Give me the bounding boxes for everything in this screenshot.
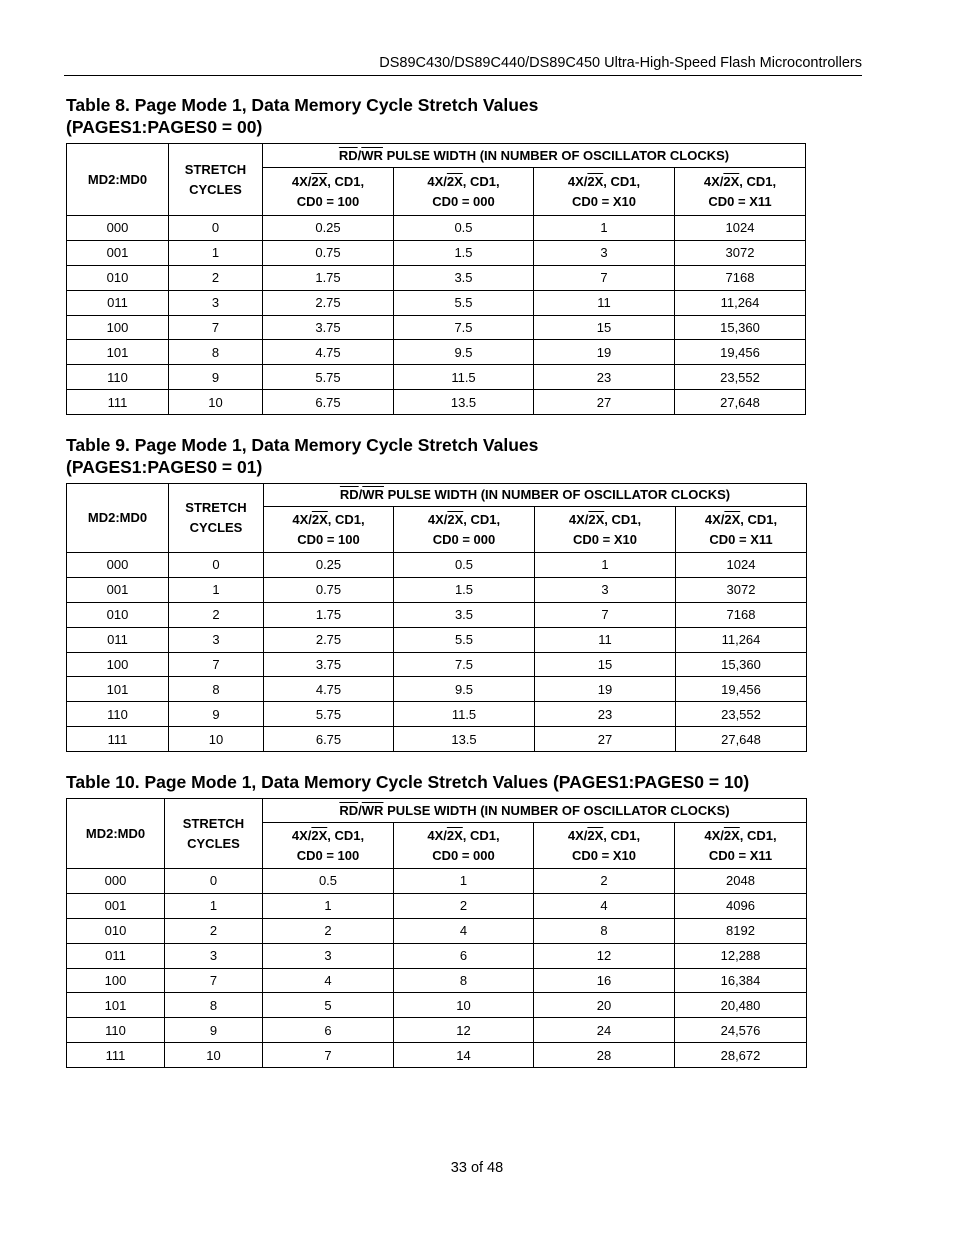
mode-cd0-value: CD0 = 100 — [296, 193, 360, 209]
header-cycles-label: CYCLES — [187, 835, 240, 851]
table-cell: 8192 — [675, 918, 807, 943]
table-row — [67, 869, 807, 894]
mode-2x-overline: 2X — [311, 511, 328, 527]
table-cell: 12,288 — [675, 943, 807, 968]
table-cell: 19,456 — [675, 340, 806, 365]
table-row — [67, 943, 807, 968]
header-md2-md0: MD2:MD0 — [67, 799, 165, 869]
table-cell: 3072 — [676, 577, 807, 602]
table-row — [67, 553, 807, 578]
table-cell: 110 — [67, 1018, 165, 1043]
table-cell: 0.25 — [264, 553, 394, 578]
table-10-title-line1: Table 10. Page Mode 1, Data Memory Cycle Stretch Values (PAGES1:PAGES0 = 10) — [66, 772, 750, 792]
table-cell: 0.5 — [394, 553, 535, 578]
table-cell: 0.75 — [263, 240, 394, 265]
mode-suffix: , CD1, — [463, 511, 501, 527]
table-8-title — [66, 94, 538, 138]
table-cell: 9 — [165, 1018, 263, 1043]
table-cell: 16 — [534, 968, 675, 993]
mode-2x-overline: 2X — [588, 511, 605, 527]
signal-slash: / — [358, 487, 363, 502]
table-row — [67, 677, 807, 702]
pulse-width-label: PULSE WIDTH (IN NUMBER OF OSCILLATOR CLOCKS) — [383, 802, 730, 818]
table-cell: 12 — [534, 943, 675, 968]
table-cell: 111 — [67, 1043, 165, 1068]
table-cell: 2 — [263, 918, 394, 943]
mode-cd0-value: CD0 = 000 — [432, 193, 495, 209]
table-cell: 2 — [165, 918, 263, 943]
header-rule — [64, 75, 862, 76]
header-mode-column — [394, 823, 534, 869]
table-cell: 100 — [67, 652, 169, 677]
mode-prefix: 4X/ — [704, 827, 724, 843]
table-cell: 7 — [169, 652, 264, 677]
table-cell: 28,672 — [675, 1043, 807, 1068]
mode-suffix: , CD1, — [739, 827, 777, 843]
table-row — [67, 652, 807, 677]
header-stretch-label: STRETCH — [184, 161, 247, 177]
table-cell: 1.75 — [263, 265, 394, 290]
mode-prefix: 4X/ — [568, 511, 589, 527]
table-cell: 000 — [67, 553, 169, 578]
header-mode-column — [534, 168, 675, 216]
table-cell: 15,360 — [675, 315, 806, 340]
table-cell: 20,480 — [675, 993, 807, 1018]
table-cell: 9 — [169, 702, 264, 727]
table-row — [67, 627, 807, 652]
table-cell: 1 — [535, 553, 676, 578]
table-cell: 011 — [67, 943, 165, 968]
mode-suffix: , CD1, — [327, 511, 365, 527]
table-cell: 9.5 — [394, 340, 534, 365]
table-cell: 8 — [394, 968, 534, 993]
table-cell: 7168 — [676, 602, 807, 627]
table-cell: 1.5 — [394, 240, 534, 265]
table-cell: 11.5 — [394, 365, 534, 390]
table-cell: 1.5 — [394, 577, 535, 602]
wr-signal: $\overline{WR}$ — [362, 487, 384, 502]
mode-2x-overline: 2X — [446, 173, 463, 189]
header-mode-column — [263, 823, 394, 869]
table-cell: 6 — [263, 1018, 394, 1043]
mode-cd0-value: CD0 = 100 — [297, 531, 360, 547]
table-cell: 2.75 — [263, 290, 394, 315]
table-cell: 23 — [534, 365, 675, 390]
table-row — [67, 577, 807, 602]
table-cell: 2 — [394, 893, 534, 918]
mode-prefix: 4X/ — [291, 173, 312, 189]
table-8-title-line1: Table 8. Page Mode 1, Data Memory Cycle Stretch Values — [66, 95, 539, 115]
table-cell: 0.75 — [264, 577, 394, 602]
table-cell: 1 — [169, 577, 264, 602]
mode-suffix: , CD1, — [740, 511, 778, 527]
table-cell: 1 — [394, 869, 534, 894]
document-header: DS89C430/DS89C440/DS89C450 Ultra-High-Speed Flash Microcontrollers — [379, 55, 862, 71]
header-mode-column — [534, 823, 675, 869]
mode-suffix: , CD1, — [327, 827, 365, 843]
table-cell: 111 — [67, 390, 169, 415]
header-stretch-cycles — [169, 144, 263, 216]
header-stretch-cycles — [165, 799, 263, 869]
table-cell: 7168 — [675, 265, 806, 290]
table-cell: 6 — [394, 943, 534, 968]
table-cell: 23,552 — [676, 702, 807, 727]
header-mode-column — [675, 823, 807, 869]
table-cell: 11.5 — [394, 702, 535, 727]
signal-slash: / — [357, 147, 362, 163]
table-cell: 1 — [534, 216, 675, 241]
table-cell: 6.75 — [263, 390, 394, 415]
table-cell: 27 — [534, 390, 675, 415]
table-cell: 010 — [67, 602, 169, 627]
mode-2x-overline: 2X — [446, 827, 463, 843]
table-cell: 11 — [534, 290, 675, 315]
mode-2x-overline: 2X — [587, 827, 604, 843]
table-cell: 7 — [165, 968, 263, 993]
mode-2x-overline: 2X — [311, 173, 328, 189]
table-row — [67, 240, 806, 265]
table-row — [67, 265, 806, 290]
header-stretch-label: STRETCH — [182, 815, 245, 831]
rd-signal: $\overline{RD}$ — [338, 147, 358, 163]
mode-suffix: , CD1, — [462, 173, 500, 189]
table-cell: 1024 — [676, 553, 807, 578]
table-row — [67, 727, 807, 752]
header-cycles-label: CYCLES — [189, 181, 242, 197]
table-cell: 110 — [67, 365, 169, 390]
table-cell: 24,576 — [675, 1018, 807, 1043]
table-row — [67, 602, 807, 627]
mode-prefix: 4X/ — [427, 511, 448, 527]
table-cell: 8 — [169, 340, 263, 365]
table-cell: 0.5 — [263, 869, 394, 894]
wr-signal: $\overline{WR}$ — [361, 147, 383, 163]
mode-cd0-value: CD0 = X10 — [572, 193, 636, 209]
table-row — [67, 315, 806, 340]
table-cell: 4096 — [675, 893, 807, 918]
table-cell: 001 — [67, 577, 169, 602]
table-cell: 15 — [534, 315, 675, 340]
table-cell: 1 — [165, 893, 263, 918]
table-cell: 10 — [169, 727, 264, 752]
table-row — [67, 340, 806, 365]
table-cell: 9 — [169, 365, 263, 390]
table-cell: 8 — [169, 677, 264, 702]
table-cell: 19 — [534, 340, 675, 365]
table-cell: 000 — [67, 869, 165, 894]
mode-prefix: 4X/ — [427, 173, 447, 189]
table-cell: 111 — [67, 727, 169, 752]
table-cell: 101 — [67, 340, 169, 365]
page-number: 33 of 48 — [450, 1160, 504, 1176]
table-row — [67, 216, 806, 241]
table-9 — [66, 483, 807, 752]
table-cell: 3 — [169, 290, 263, 315]
header-mode-column — [263, 168, 394, 216]
table-cell: 3.5 — [394, 602, 535, 627]
mode-suffix: , CD1, — [603, 173, 641, 189]
table-cell: 11,264 — [675, 290, 806, 315]
header-mode-column — [394, 507, 535, 553]
table-cell: 0 — [169, 553, 264, 578]
table-cell: 010 — [67, 265, 169, 290]
table-cell: 2 — [169, 265, 263, 290]
table-cell: 1 — [169, 240, 263, 265]
table-row — [67, 390, 806, 415]
table-cell: 10 — [169, 390, 263, 415]
table-row — [67, 290, 806, 315]
mode-2x-overline: 2X — [723, 173, 740, 189]
header-mode-column — [676, 507, 807, 553]
mode-cd0-value: CD0 = X11 — [708, 193, 772, 209]
table-cell: 4 — [263, 968, 394, 993]
mode-suffix: , CD1, — [327, 173, 365, 189]
header-pulse-width — [264, 484, 807, 507]
header-pulse-width — [263, 144, 806, 168]
table-cell: 7.5 — [394, 652, 535, 677]
table-9-title-line2: (PAGES1:PAGES0 = 01) — [66, 457, 263, 477]
header-pulse-width — [263, 799, 807, 823]
mode-prefix: 4X/ — [703, 173, 724, 189]
table-cell: 19,456 — [676, 677, 807, 702]
table-8-title-line2: (PAGES1:PAGES0 = 00) — [66, 117, 263, 137]
table-10 — [66, 798, 807, 1068]
header-mode-column — [675, 168, 806, 216]
table-row — [67, 918, 807, 943]
table-cell: 10 — [394, 993, 534, 1018]
table-cell: 23 — [535, 702, 676, 727]
header-mode-column — [394, 168, 534, 216]
table-cell: 8 — [534, 918, 675, 943]
mode-prefix: 4X/ — [292, 511, 312, 527]
table-cell: 2 — [169, 602, 264, 627]
table-cell: 19 — [535, 677, 676, 702]
table-cell: 7 — [535, 602, 676, 627]
mode-2x-overline: 2X — [587, 173, 604, 189]
header-mode-column — [535, 507, 676, 553]
table-cell: 27,648 — [676, 727, 807, 752]
table-cell: 15 — [535, 652, 676, 677]
header-stretch-label: STRETCH — [185, 500, 247, 515]
table-cell: 7.5 — [394, 315, 534, 340]
table-cell: 3 — [263, 943, 394, 968]
table-cell: 100 — [67, 968, 165, 993]
table-cell: 001 — [67, 240, 169, 265]
table-cell: 3 — [169, 627, 264, 652]
mode-cd0-value: CD0 = 000 — [432, 531, 496, 547]
mode-cd0-value: CD0 = 100 — [296, 847, 360, 863]
header-md2-md0: MD2:MD0 — [67, 144, 169, 216]
table-cell: 7 — [263, 1043, 394, 1068]
table-cell: 5 — [263, 993, 394, 1018]
mode-2x-overline: 2X — [447, 511, 464, 527]
mode-2x-overline: 2X — [311, 827, 328, 843]
table-row — [67, 893, 807, 918]
table-cell: 2048 — [675, 869, 807, 894]
table-cell: 011 — [67, 290, 169, 315]
header-stretch-cycles — [169, 484, 264, 553]
table-cell: 3.5 — [394, 265, 534, 290]
table-cell: 6.75 — [264, 727, 394, 752]
table-cell: 11 — [535, 627, 676, 652]
table-cell: 000 — [67, 216, 169, 241]
mode-suffix: , CD1, — [604, 511, 642, 527]
mode-prefix: 4X/ — [291, 827, 312, 843]
table-10-title — [66, 771, 749, 793]
mode-prefix: 4X/ — [567, 827, 588, 843]
mode-cd0-value: CD0 = X10 — [572, 847, 636, 863]
table-cell: 3072 — [675, 240, 806, 265]
table-9-title — [66, 434, 538, 478]
table-cell: 010 — [67, 918, 165, 943]
table-cell: 10 — [165, 1043, 263, 1068]
table-cell: 001 — [67, 893, 165, 918]
table-cell: 16,384 — [675, 968, 807, 993]
wr-signal: $\overline{WR}$ — [361, 802, 384, 818]
table-cell: 9.5 — [394, 677, 535, 702]
pulse-width-label: PULSE WIDTH (IN NUMBER OF OSCILLATOR CLOCKS) — [383, 487, 731, 502]
table-cell: 3 — [165, 943, 263, 968]
table-cell: 0 — [165, 869, 263, 894]
table-cell: 7 — [534, 265, 675, 290]
table-cell: 4.75 — [264, 677, 394, 702]
table-cell: 4 — [534, 893, 675, 918]
pulse-width-label: PULSE WIDTH (IN NUMBER OF OSCILLATOR CLOCKS) — [382, 147, 730, 163]
table-cell: 7 — [169, 315, 263, 340]
mode-suffix: , CD1, — [739, 173, 777, 189]
rd-signal: $\overline{RD}$ — [339, 802, 359, 818]
table-cell: 4.75 — [263, 340, 394, 365]
header-cycles-label: CYCLES — [189, 520, 243, 535]
table-cell: 3 — [535, 577, 676, 602]
mode-2x-overline: 2X — [723, 827, 740, 843]
mode-suffix: , CD1, — [603, 827, 641, 843]
signal-slash: / — [358, 802, 362, 818]
header-md2-md0: MD2:MD0 — [67, 484, 169, 553]
table-cell: 4 — [394, 918, 534, 943]
table-row — [67, 993, 807, 1018]
mode-cd0-value: CD0 = X11 — [708, 847, 773, 863]
table-cell: 5.75 — [263, 365, 394, 390]
mode-cd0-value: CD0 = 000 — [432, 847, 495, 863]
mode-prefix: 4X/ — [427, 827, 447, 843]
mode-prefix: 4X/ — [704, 511, 725, 527]
table-cell: 2 — [534, 869, 675, 894]
table-cell: 5.5 — [394, 290, 534, 315]
table-row — [67, 1018, 807, 1043]
table-cell: 011 — [67, 627, 169, 652]
table-cell: 5.5 — [394, 627, 535, 652]
table-cell: 14 — [394, 1043, 534, 1068]
table-cell: 1024 — [675, 216, 806, 241]
table-9-title-line1: Table 9. Page Mode 1, Data Memory Cycle Stretch Values — [66, 435, 539, 455]
table-cell: 3 — [534, 240, 675, 265]
table-8 — [66, 143, 806, 415]
table-cell: 5.75 — [264, 702, 394, 727]
table-cell: 13.5 — [394, 390, 534, 415]
table-cell: 0.5 — [394, 216, 534, 241]
table-cell: 27,648 — [675, 390, 806, 415]
table-cell: 15,360 — [676, 652, 807, 677]
table-cell: 2.75 — [264, 627, 394, 652]
table-row — [67, 968, 807, 993]
table-cell: 13.5 — [394, 727, 535, 752]
rd-signal: $\overline{RD}$ — [339, 487, 359, 502]
mode-2x-overline: 2X — [724, 511, 741, 527]
mode-cd0-value: CD0 = X10 — [573, 531, 637, 547]
table-cell: 8 — [165, 993, 263, 1018]
table-cell: 11,264 — [676, 627, 807, 652]
table-cell: 3.75 — [264, 652, 394, 677]
table-cell: 12 — [394, 1018, 534, 1043]
table-row — [67, 365, 806, 390]
table-cell: 24 — [534, 1018, 675, 1043]
mode-suffix: , CD1, — [462, 827, 500, 843]
table-cell: 100 — [67, 315, 169, 340]
table-cell: 101 — [67, 677, 169, 702]
header-mode-column — [264, 507, 394, 553]
table-cell: 1.75 — [264, 602, 394, 627]
table-cell: 3.75 — [263, 315, 394, 340]
table-cell: 27 — [535, 727, 676, 752]
table-cell: 23,552 — [675, 365, 806, 390]
table-cell: 101 — [67, 993, 165, 1018]
table-cell: 1 — [263, 893, 394, 918]
table-cell: 20 — [534, 993, 675, 1018]
mode-cd0-value: CD0 = X11 — [709, 531, 773, 547]
table-cell: 0 — [169, 216, 263, 241]
mode-prefix: 4X/ — [567, 173, 588, 189]
table-cell: 0.25 — [263, 216, 394, 241]
table-row — [67, 702, 807, 727]
table-row — [67, 1043, 807, 1068]
table-cell: 28 — [534, 1043, 675, 1068]
table-cell: 110 — [67, 702, 169, 727]
